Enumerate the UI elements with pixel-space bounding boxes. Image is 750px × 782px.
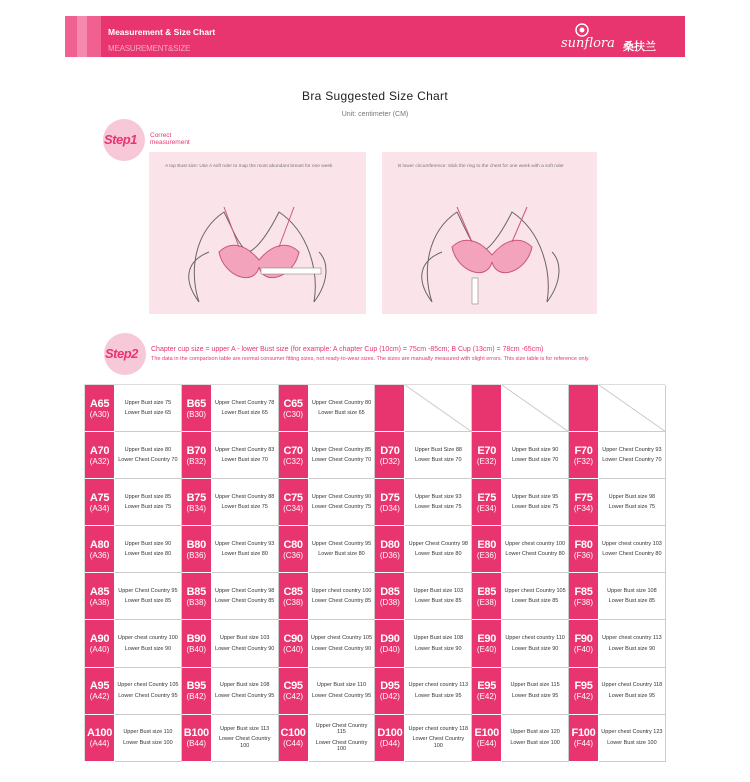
size-measure-cell <box>502 479 569 526</box>
upper-bust-value: Upper Bust size 108 <box>413 635 464 642</box>
upper-bust-value: Upper chest country 100 <box>505 540 566 547</box>
size-code: A75 <box>89 491 110 504</box>
step2-badge <box>104 333 146 375</box>
upper-bust-value: Upper Bust size 120 <box>510 729 560 736</box>
size-code: B80 <box>186 538 206 551</box>
size-measure-cell <box>309 620 376 667</box>
size-code: B95 <box>186 680 206 693</box>
size-code-cell <box>279 573 309 620</box>
size-measure-cell <box>405 432 472 479</box>
size-code: E75 <box>477 491 497 504</box>
upper-bust-value: Upper Chest Country 80 <box>311 399 372 406</box>
lower-bust-value: Lower Bust size 70 <box>221 457 268 464</box>
size-code-cell <box>569 668 599 715</box>
size-code: B70 <box>186 444 206 457</box>
size-measure-cell <box>599 526 666 573</box>
upper-bust-value: Upper chest country 100 <box>311 587 372 594</box>
size-code: C65 <box>283 397 303 410</box>
size-code-alt: (A40) <box>89 645 110 655</box>
size-code-alt: (A38) <box>89 597 110 607</box>
banner-title: Measurement & Size Chart <box>108 27 216 37</box>
size-code: D85 <box>380 585 400 598</box>
size-code: A100 <box>86 727 113 740</box>
size-measure-cell <box>115 526 182 573</box>
size-code-cell <box>182 668 212 715</box>
size-measure-cell <box>212 432 279 479</box>
lower-bust-value: Lower Bust size 85 <box>608 598 656 605</box>
size-code: F95 <box>574 680 593 693</box>
lower-bust-value: Lower Bust size 70 <box>415 457 462 464</box>
size-code-cell <box>85 526 115 573</box>
size-code-alt: (C38) <box>283 597 304 607</box>
size-measure-cell <box>115 715 182 762</box>
upper-bust-value: Upper Bust size 90 <box>124 540 172 547</box>
size-code-alt: (F40) <box>573 645 594 655</box>
upper-bust-value: Upper Bust size 93 <box>415 493 462 500</box>
size-code-cell <box>85 479 115 526</box>
lower-bust-value: Lower Bust size 90 <box>608 645 656 652</box>
size-measure-cell <box>599 432 666 479</box>
size-code: F80 <box>574 538 593 551</box>
upper-bust-value: Upper chest Country 105 <box>117 682 179 689</box>
lower-bust-value: Lower Chest Country 70 <box>118 457 178 464</box>
measuring-figure-icon <box>412 192 572 307</box>
size-code-alt: (A42) <box>89 692 110 702</box>
size-code-cell <box>85 620 115 667</box>
size-code-cell <box>279 479 309 526</box>
step2-label: Step2 <box>105 346 138 361</box>
size-measure-cell <box>309 668 376 715</box>
size-measure-cell <box>115 620 182 667</box>
lower-bust-value: Lower Bust size 65 <box>221 410 268 417</box>
size-table <box>84 384 665 761</box>
size-code: F75 <box>574 491 593 504</box>
size-code-alt: (E32) <box>476 456 497 466</box>
size-code-alt: (D32) <box>379 456 400 466</box>
size-code: B85 <box>186 585 206 598</box>
size-code-cell <box>375 668 405 715</box>
size-code-alt: (B44) <box>186 739 207 749</box>
lower-bust-value: Lower Bust size 95 <box>415 692 462 699</box>
size-measure-cell <box>502 526 569 573</box>
illustration-caption: A top Bust size: Use A soft ruler to map the most abundant breast for one week <box>165 164 333 169</box>
size-measure-cell <box>115 432 182 479</box>
size-code-cell <box>279 432 309 479</box>
size-code-cell <box>375 385 405 432</box>
size-code: C85 <box>283 585 303 598</box>
size-code-cell <box>569 620 599 667</box>
size-code-alt: (C40) <box>283 645 304 655</box>
upper-bust-value: Upper chest Country 105 <box>310 635 373 642</box>
upper-bust-value: Upper Bust Size 88 <box>414 446 462 453</box>
step1-note: Correct measurement <box>150 132 190 146</box>
lower-bust-value: Lower Bust size 90 <box>124 645 172 652</box>
size-measure-cell <box>502 668 569 715</box>
lower-bust-value: Lower Bust size 75 <box>221 504 268 511</box>
size-code-alt: (C32) <box>283 456 304 466</box>
size-code: F90 <box>574 633 593 646</box>
lower-bust-value: Lower Bust size 85 <box>124 598 172 605</box>
size-code: A85 <box>89 585 110 598</box>
lower-bust-value: Lower Bust size 100 <box>510 739 560 746</box>
upper-bust-value: Upper Chest Country 85 <box>311 446 372 453</box>
lower-bust-value: Lower Bust size 70 <box>511 457 559 464</box>
size-code-cell <box>85 432 115 479</box>
size-code-cell <box>472 432 502 479</box>
lower-bust-value: Lower Bust size 75 <box>415 504 462 511</box>
size-code-cell <box>182 573 212 620</box>
size-code-alt: (F42) <box>573 692 594 702</box>
lower-bust-value: Lower Bust size 100 <box>607 739 657 746</box>
lower-bust-value: Lower Chest Country 70 <box>602 457 662 464</box>
lower-bust-value: Lower Chest Country 90 <box>215 645 275 652</box>
size-code-cell <box>182 479 212 526</box>
lower-bust-value: Lower Chest Country 85 <box>311 598 372 605</box>
lower-bust-value: Lower Bust size 80 <box>221 551 268 558</box>
lower-bust-value: Lower Bust size 80 <box>124 551 172 558</box>
size-code-alt: (D44) <box>379 739 400 749</box>
size-measure-cell <box>309 432 376 479</box>
lower-bust-value: Lower Bust size 85 <box>511 598 559 605</box>
size-code: B65 <box>186 397 206 410</box>
size-measure-cell <box>599 668 666 715</box>
size-code: D70 <box>380 444 400 457</box>
size-code: C75 <box>283 491 303 504</box>
size-code-alt: (A36) <box>89 550 110 560</box>
lower-bust-value: Lower Chest Country 90 <box>311 645 372 652</box>
size-code-cell <box>375 479 405 526</box>
cup-size-formula: Chapter cup size = upper A - lower Bust size (for example: A chapter Cup (10cm) = 75cm -85cm; B Cup (13cm) = 78cm -65cm) <box>151 346 544 353</box>
lower-bust-value: Lower Bust size 95 <box>511 692 559 699</box>
size-code-cell <box>375 715 405 762</box>
upper-bust-value: Upper Chest Country 88 <box>215 493 275 500</box>
upper-bust-value: Upper Chest Country 93 <box>215 540 275 547</box>
lower-bust-value: Lower Bust size 80 <box>415 551 462 558</box>
lower-bust-value: Lower Bust size 100 <box>123 739 173 746</box>
size-code: D90 <box>380 633 400 646</box>
size-code: F85 <box>574 585 593 598</box>
upper-bust-value: Upper Bust size 80 <box>124 446 172 453</box>
size-code-alt: (B32) <box>186 456 207 466</box>
upper-bust-value: Upper Bust size 108 <box>607 587 657 594</box>
size-measure-cell <box>115 573 182 620</box>
upper-bust-value: Upper Chest Country 115 <box>315 722 368 736</box>
size-code: F70 <box>574 444 593 457</box>
size-code: A95 <box>89 680 110 693</box>
size-code-cell <box>472 668 502 715</box>
empty-cell <box>405 385 472 432</box>
upper-bust-value: Upper chest Country 105 <box>504 587 566 594</box>
size-code-cell <box>472 526 502 573</box>
page-title: Bra Suggested Size Chart <box>302 89 448 103</box>
lower-bust-value: Lower Bust size 75 <box>608 504 656 511</box>
illustration-caption: B lower circumference: stick the ring to the chest for one week with a soft ruler <box>398 164 564 169</box>
upper-bust-value: Upper Bust size 113 <box>220 725 270 732</box>
upper-bust-value: Upper chest country 113 <box>408 682 469 689</box>
upper-bust-value: Upper Chest Country 83 <box>215 446 275 453</box>
upper-bust-value: Upper Chest Country 95 <box>311 540 372 547</box>
size-code: C100 <box>280 727 306 740</box>
size-code-cell <box>279 385 309 432</box>
upper-bust-value: Upper chest Country 118 <box>601 682 663 689</box>
size-code-alt: (B36) <box>186 550 207 560</box>
size-measure-cell <box>599 573 666 620</box>
lower-bust-value: Lower Bust size 65 <box>124 410 172 417</box>
size-code-cell <box>182 620 212 667</box>
upper-bust-value: Upper Chest Country 78 <box>215 399 275 406</box>
size-code: A65 <box>89 397 110 410</box>
lower-bust-value: Lower Bust size 85 <box>415 598 462 605</box>
upper-bust-value: Upper chest Country 123 <box>601 729 663 736</box>
size-code: C80 <box>283 538 303 551</box>
size-code-cell <box>569 715 599 762</box>
lower-bust-value: Lower Chest Country 100 <box>218 736 271 749</box>
size-code: E95 <box>477 680 497 693</box>
illustration-top-bust <box>149 152 366 314</box>
size-measure-cell <box>599 479 666 526</box>
size-table-note: The data in the comparison table are normal consumer fitting sizes, not ready-to-wear sizes. The sizes are manually measured with slight errors. This size table is for reference only. <box>151 356 590 362</box>
upper-bust-value: Upper Bust size 110 <box>123 729 173 736</box>
lower-bust-value: Lower Bust size 75 <box>511 504 559 511</box>
size-code-cell <box>85 715 115 762</box>
size-code-cell <box>375 526 405 573</box>
size-code-alt: (D42) <box>379 692 400 702</box>
size-code-cell <box>569 479 599 526</box>
size-measure-cell <box>212 620 279 667</box>
size-measure-cell <box>309 573 376 620</box>
size-code-alt: (E36) <box>476 550 497 560</box>
upper-bust-value: Upper Bust size 98 <box>608 493 656 500</box>
size-code-cell <box>85 573 115 620</box>
size-code-alt: (C44) <box>283 739 304 749</box>
size-code: E70 <box>477 444 497 457</box>
size-code: A70 <box>89 444 110 457</box>
size-measure-cell <box>405 573 472 620</box>
measuring-figure-icon <box>179 192 339 307</box>
upper-bust-value: Upper Chest Country 98 <box>215 587 275 594</box>
size-code-cell <box>472 715 502 762</box>
lower-bust-value: Lower Chest Country 75 <box>311 504 372 511</box>
size-code-cell <box>569 432 599 479</box>
upper-bust-value: Upper Bust size 95 <box>511 493 559 500</box>
size-code-alt: (C34) <box>283 503 304 513</box>
size-measure-cell <box>212 479 279 526</box>
size-code: B75 <box>186 491 206 504</box>
size-code-cell <box>279 668 309 715</box>
size-code-cell <box>279 715 309 762</box>
upper-bust-value: Upper Bust size 75 <box>124 399 172 406</box>
size-code-cell <box>472 479 502 526</box>
lower-bust-value: Lower Chest Country 85 <box>215 598 275 605</box>
size-code-cell <box>375 620 405 667</box>
size-measure-cell <box>502 620 569 667</box>
lower-bust-value: Lower Chest Country 100 <box>412 736 465 749</box>
upper-bust-value: Upper Bust size 115 <box>510 682 560 689</box>
lower-bust-value: Lower Bust size 65 <box>318 410 365 417</box>
size-code: D75 <box>380 491 400 504</box>
lower-bust-value: Lower Bust size 90 <box>415 645 462 652</box>
upper-bust-value: Upper chest country 103 <box>601 540 662 547</box>
size-code-cell <box>182 432 212 479</box>
banner-stripe <box>77 16 87 57</box>
size-code-cell <box>569 526 599 573</box>
lower-bust-value: Lower Chest Country 95 <box>215 692 275 699</box>
size-measure-cell <box>309 479 376 526</box>
size-code-alt: (F44) <box>573 739 594 749</box>
lower-bust-value: Lower Bust size 90 <box>511 645 559 652</box>
size-code-cell <box>375 573 405 620</box>
size-code-alt: (A34) <box>89 503 110 513</box>
size-code-alt: (F36) <box>573 550 594 560</box>
lower-bust-value: Lower Chest Country 95 <box>311 692 372 699</box>
upper-bust-value: Upper Bust size 90 <box>511 446 559 453</box>
size-measure-cell <box>212 715 279 762</box>
size-code-alt: (D40) <box>379 645 400 655</box>
size-code: C70 <box>283 444 303 457</box>
upper-bust-value: Upper chest country 113 <box>602 635 662 642</box>
size-code-alt: (B38) <box>186 597 207 607</box>
size-code-alt: (D38) <box>379 597 400 607</box>
lower-bust-value: Lower Bust size 95 <box>608 692 656 699</box>
brand-name-cn: 桑扶兰 <box>623 41 656 53</box>
upper-bust-value: Upper Bust size 103 <box>413 587 464 594</box>
size-code-alt: (B40) <box>186 645 207 655</box>
size-measure-cell <box>115 668 182 715</box>
size-measure-cell <box>405 620 472 667</box>
size-code-alt: (C36) <box>283 550 304 560</box>
size-code: D95 <box>380 680 400 693</box>
size-code: C95 <box>283 680 303 693</box>
size-code: E85 <box>477 585 497 598</box>
size-code-cell <box>569 385 599 432</box>
upper-bust-value: Upper chest country 110 <box>505 635 565 642</box>
banner-subtitle: MEASUREMENT&SIZE <box>108 44 191 53</box>
size-code-alt: (E40) <box>476 645 497 655</box>
unit-label: Unit: centimeter (CM) <box>341 111 409 118</box>
upper-bust-value: Upper Chest Country 93 <box>602 446 662 453</box>
illustration-lower-bust <box>382 152 597 314</box>
empty-cell <box>599 385 666 432</box>
size-code-alt: (E44) <box>476 739 497 749</box>
upper-bust-value: Upper chest country 118 <box>408 725 469 732</box>
size-code-alt: (B30) <box>186 409 207 419</box>
size-code: B100 <box>183 727 209 740</box>
size-code-cell <box>279 526 309 573</box>
size-measure-cell <box>405 479 472 526</box>
size-code-cell <box>569 573 599 620</box>
header-banner <box>65 16 685 57</box>
size-code-alt: (A32) <box>89 456 110 466</box>
size-code-cell <box>182 715 212 762</box>
size-code: B90 <box>186 633 206 646</box>
lower-bust-value: Lower Bust size 75 <box>124 504 172 511</box>
size-code-cell <box>472 385 502 432</box>
lower-bust-value: Lower Chest Country 100 <box>315 739 368 753</box>
brand-name: sunflora <box>561 36 615 51</box>
size-measure-cell <box>405 526 472 573</box>
empty-cell <box>502 385 569 432</box>
size-measure-cell <box>309 526 376 573</box>
size-code: A90 <box>89 633 110 646</box>
size-code-alt: (B42) <box>186 692 207 702</box>
size-code-alt: (A44) <box>89 739 110 749</box>
size-code-cell <box>85 385 115 432</box>
size-code: D80 <box>380 538 400 551</box>
upper-bust-value: Upper Bust size 85 <box>124 493 172 500</box>
lower-bust-value: Lower Chest Country 80 <box>505 551 565 558</box>
size-measure-cell <box>212 526 279 573</box>
size-code-alt: (E42) <box>476 692 497 702</box>
size-code-alt: (B34) <box>186 503 207 513</box>
size-measure-cell <box>212 573 279 620</box>
size-code-cell <box>85 668 115 715</box>
size-code-cell <box>472 573 502 620</box>
size-measure-cell <box>599 620 666 667</box>
size-code-cell <box>375 432 405 479</box>
size-code-cell <box>182 385 212 432</box>
size-measure-cell <box>599 715 666 762</box>
size-measure-cell <box>502 715 569 762</box>
upper-bust-value: Upper Bust size 103 <box>219 635 270 642</box>
lower-bust-value: Lower Chest Country 70 <box>311 457 372 464</box>
size-measure-cell <box>115 385 182 432</box>
size-code-alt: (A30) <box>89 409 110 419</box>
size-measure-cell <box>309 715 376 762</box>
size-measure-cell <box>115 479 182 526</box>
lower-bust-value: Lower Chest Country 95 <box>118 692 178 699</box>
size-code: A80 <box>89 538 110 551</box>
size-code: E80 <box>477 538 497 551</box>
size-code-cell <box>279 620 309 667</box>
size-code: C90 <box>283 633 303 646</box>
step1-label: Step1 <box>104 132 137 147</box>
size-code: E100 <box>474 727 499 740</box>
size-measure-cell <box>309 385 376 432</box>
upper-bust-value: Upper chest country 100 <box>117 635 178 642</box>
brand-logo <box>561 22 671 54</box>
size-code-alt: (F34) <box>573 503 594 513</box>
upper-bust-value: Upper Chest Country 98 <box>408 540 468 547</box>
upper-bust-value: Upper Chest Country 90 <box>311 493 372 500</box>
size-code-alt: (C30) <box>283 409 304 419</box>
size-measure-cell <box>212 668 279 715</box>
size-measure-cell <box>405 668 472 715</box>
size-code-alt: (D36) <box>379 550 400 560</box>
size-code-cell <box>472 620 502 667</box>
lower-bust-value: Lower Chest Country 80 <box>602 551 662 558</box>
size-code: D100 <box>377 727 403 740</box>
size-code-alt: (F32) <box>573 456 594 466</box>
upper-bust-value: Upper Bust size 110 <box>316 682 367 689</box>
size-measure-cell <box>212 385 279 432</box>
size-code-alt: (E38) <box>476 597 497 607</box>
step1-badge <box>103 119 145 161</box>
size-code-alt: (D34) <box>379 503 400 513</box>
size-measure-cell <box>405 715 472 762</box>
size-code-alt: (E34) <box>476 503 497 513</box>
size-code: E90 <box>477 633 497 646</box>
upper-bust-value: Upper Chest Country 95 <box>118 587 178 594</box>
size-measure-cell <box>502 573 569 620</box>
size-measure-cell <box>502 432 569 479</box>
size-code: F100 <box>571 727 596 740</box>
upper-bust-value: Upper Bust size 108 <box>219 682 270 689</box>
lower-bust-value: Lower Bust size 80 <box>318 551 365 558</box>
size-code-alt: (C42) <box>283 692 304 702</box>
size-code-cell <box>182 526 212 573</box>
size-code-alt: (F38) <box>573 597 594 607</box>
